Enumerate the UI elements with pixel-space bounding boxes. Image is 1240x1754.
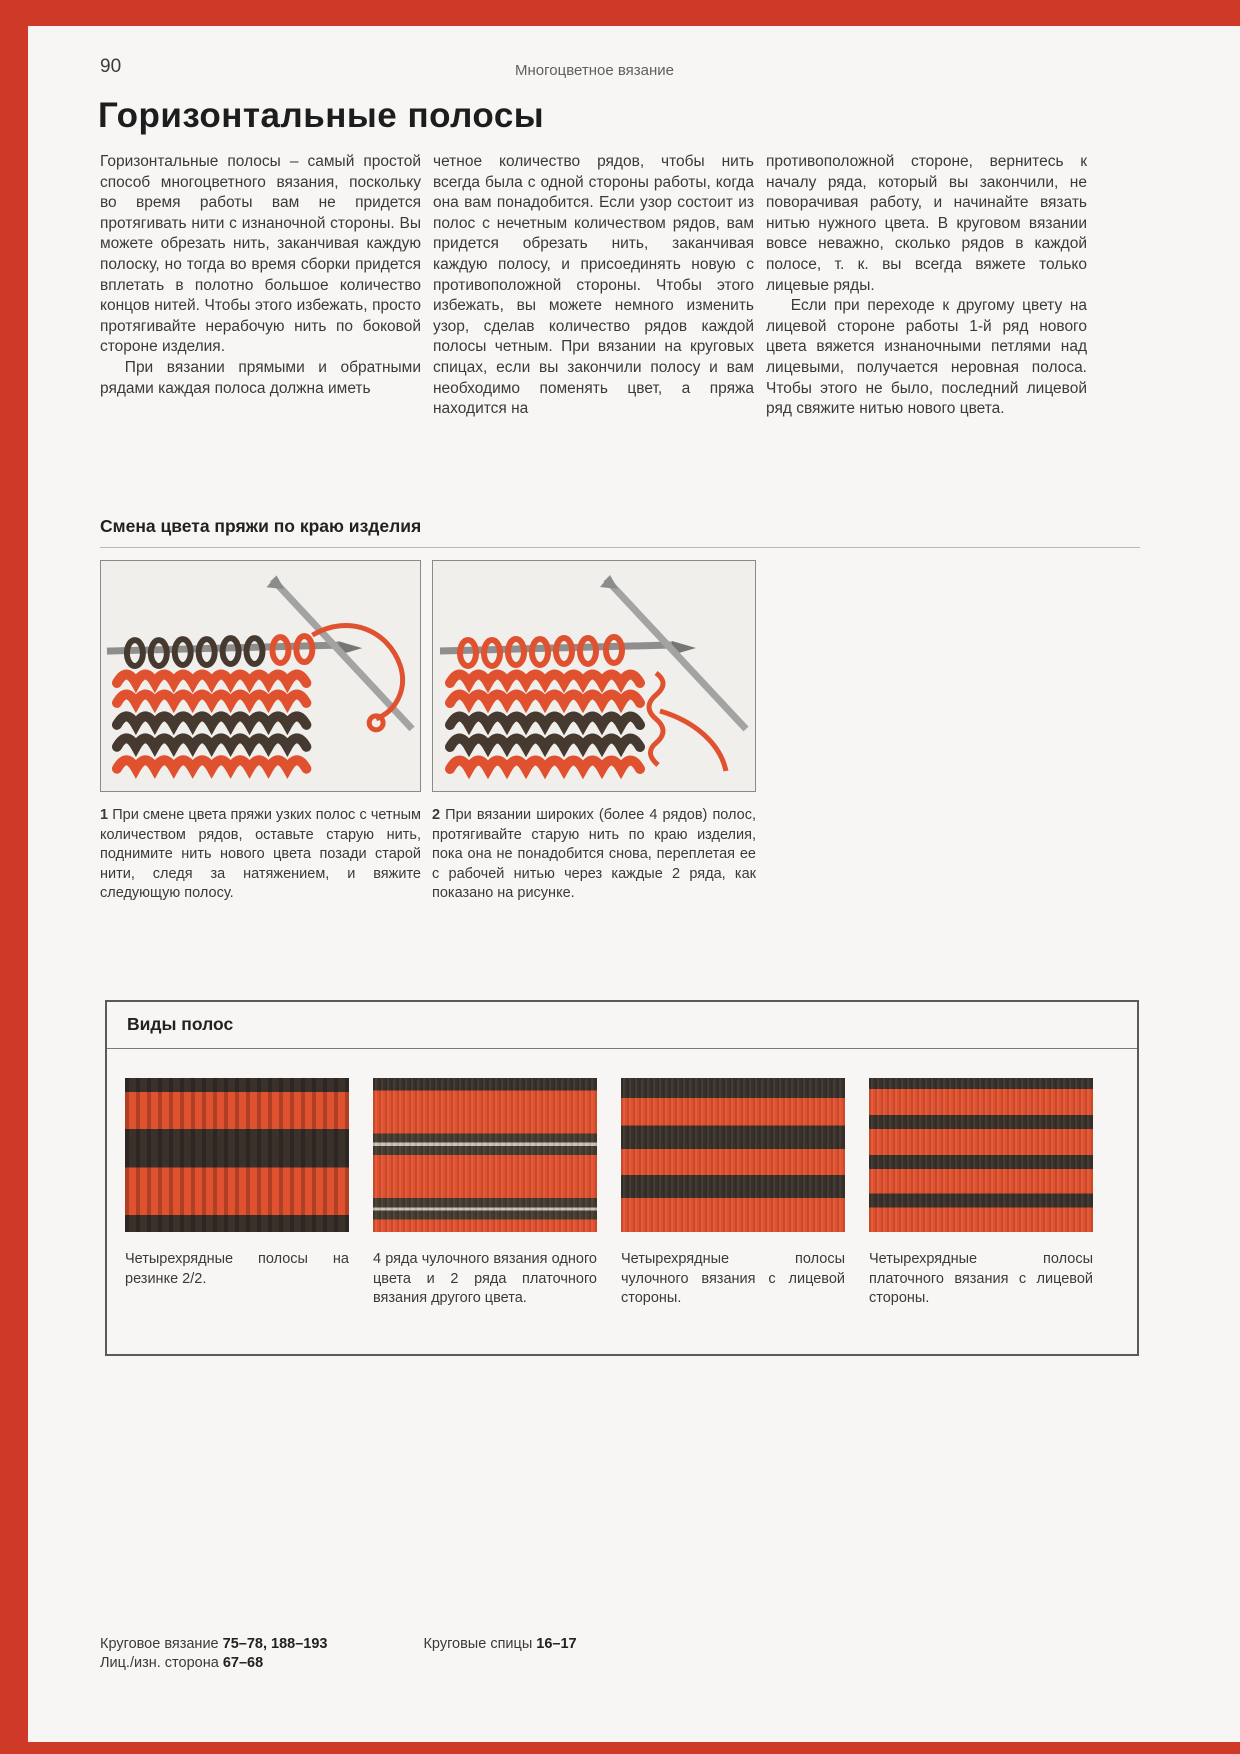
swatch-garter-stripes — [869, 1078, 1093, 1232]
caption-number: 1 — [100, 807, 109, 823]
paragraph: четное количество рядов, чтобы нить всегда была с одной стороны работы, когда она вам понадобится. Если узор состоит из полос с нечетным количеством рядов, вам придется обрезать нить, заканчивая каждую полосу, и присоединять новую с противоположной стороны. Чтобы этого избежать, вы можете немного изменить узор, сделав количество рядов каждой полосы четным. При вязании на круговых спицах, если вы закончили полосу и вам необходимо поменять цвет, а пряжа находится на — [433, 153, 754, 418]
swatch-stockinette-garter-stripes — [373, 1078, 597, 1232]
paragraph: При вязании прямыми и обратными рядами каждая полоса должна иметь — [100, 358, 421, 397]
knit-texture — [869, 1078, 1093, 1232]
knit-texture — [621, 1078, 845, 1232]
swatch-row — [125, 1078, 1123, 1232]
footer-ref-circular-needles — [423, 1636, 576, 1652]
illustration-caption-1 — [100, 806, 421, 904]
swatch-caption-1: Четырехрядные полосы на резинке 2/2. — [125, 1251, 349, 1287]
knit-texture — [373, 1078, 597, 1232]
paragraph: противоположной стороне, вернитесь к началу ряда, который вы закончили, не поворачивая работу, и начинайте вязать нитью нужного цвета. В круговом вязании вовсе неважно, сколько рядов в каждой полосе, т. к. вы всегда вяжете только лицевые ряды. — [766, 153, 1087, 294]
footer-ref-pages: 75–78, 188–193 — [222, 1636, 328, 1652]
caption-text: При смене цвета пряжи узких полос с четным количеством рядов, оставьте старую нить, поднимите нить нового цвета позади старой нити, следя за натяжением, и вяжите следующую полосу. — [100, 807, 421, 902]
page-number: 90 — [100, 56, 122, 77]
stripe-types-rule — [107, 1048, 1137, 1049]
paragraph: Горизонтальные полосы – самый простой способ многоцветного вязания, поскольку во время работы вам не придется протягивать нити с изнаночной стороны. Вы можете обрезать нить, заканчивая каждую полоску, но тогда во время сборки придется вплетать в полотно большое количество концов нитей. Чтобы этого избежать, просто протягивайте нерабочую нить по боковой стороне изделия. — [100, 153, 421, 356]
knit-texture — [125, 1078, 349, 1232]
running-head: Многоцветное вязание — [515, 62, 674, 79]
swatch-rib-stripes — [125, 1078, 349, 1232]
stripe-types-box — [105, 1000, 1139, 1356]
footer-ref-label: Круговое вязание — [100, 1636, 219, 1652]
swatch-caption-2: 4 ряда чулочного вязания одного цвета и 2 ряда платочного вязания другого цвета. — [373, 1251, 597, 1307]
page-border-left — [0, 0, 28, 1754]
knitting-illustration-2 — [432, 560, 756, 792]
swatch-captions-row — [125, 1250, 1123, 1309]
intro-column-2 — [433, 152, 754, 420]
page-title: Горизонтальные полосы — [98, 96, 545, 135]
caption-number: 2 — [432, 807, 441, 823]
footer-ref-right-wrong-side — [100, 1655, 263, 1671]
footer-ref-pages: 67–68 — [222, 1655, 264, 1671]
paragraph: Если при переходе к другому цвету на лицевой стороне работы 1-й ряд нового цвета вяжется изнаночными петлями над лицевыми, получается неровная полоса. Чтобы этого не было, последний лицевой ряд свяжите нитью нового цвета. — [766, 297, 1087, 418]
intro-column-1 — [100, 152, 421, 399]
swatch-caption-4: Четырехрядные полосы платочного вязания с лицевой стороны. — [869, 1251, 1093, 1307]
illustration-caption-2 — [432, 806, 756, 904]
page-border-top — [0, 0, 1240, 26]
knitting-illustration-1 — [100, 560, 421, 792]
footer-ref-label: Лиц./изн. сторона — [100, 1655, 219, 1671]
footer-references — [100, 1636, 1140, 1671]
section-heading-edge-change: Смена цвета пряжи по краю изделия — [100, 516, 422, 536]
swatch-stockinette-stripes — [621, 1078, 845, 1232]
footer-ref-circular-knitting — [100, 1636, 327, 1652]
swatch-caption-3: Четырехрядные полосы чулочного вязания с лицевой стороны. — [621, 1251, 845, 1307]
page-border-bottom — [0, 1742, 1240, 1754]
stripe-types-heading: Виды полос — [127, 1014, 234, 1034]
intro-column-3 — [766, 152, 1087, 420]
caption-text: При вязании широких (более 4 рядов) полос, протягивайте старую нить по краю изделия, пока она не понадобится снова, переплетая ее с рабочей нитью через каждые 2 ряда, как показано на рисунке. — [432, 807, 757, 902]
knitting-needles-drawing-1 — [101, 561, 420, 791]
section-rule — [100, 547, 1140, 548]
footer-ref-label: Круговые спицы — [423, 1636, 533, 1652]
footer-ref-pages: 16–17 — [536, 1636, 577, 1652]
knitting-needles-drawing-2 — [433, 561, 755, 791]
